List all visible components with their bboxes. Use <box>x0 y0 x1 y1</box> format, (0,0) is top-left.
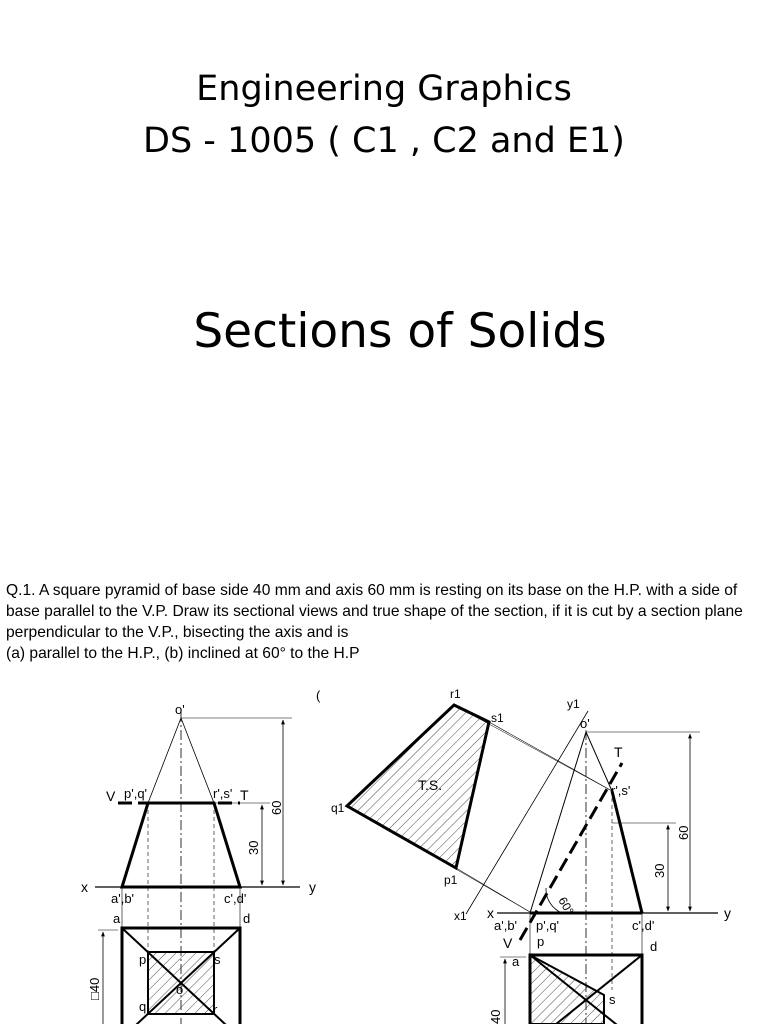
right-apex-label: o' <box>580 716 590 731</box>
right-angle-label: 60° <box>555 894 577 918</box>
left-y-label: y <box>309 879 316 895</box>
question-intro: Q.1. A square pyramid of base side 40 mm and axis 60 mm is resting on its base on the H.P. with a side of base parallel to the V.P. Draw its sectional views and true shape of the section, if it is cut by a section plane perpendicular to the V.P., bisecting the axis and is <box>6 582 743 641</box>
label-y1: y1 <box>567 697 580 711</box>
right-plan-d: d <box>650 939 658 954</box>
label-x1: x1 <box>454 909 467 923</box>
right-dim-40: 40 <box>488 1009 503 1024</box>
stray-mark: ( <box>316 688 321 703</box>
left-rs-label: r',s' <box>213 786 233 801</box>
label-q1: q1 <box>331 801 345 815</box>
right-figure <box>316 687 731 1024</box>
question-parts: (a) parallel to the H.P., (b) inclined at 60° to the H.P <box>6 645 360 662</box>
right-plan-a: a <box>512 954 520 969</box>
left-base-right-label: c',d' <box>224 891 247 906</box>
right-t-label: T <box>614 744 623 760</box>
title-line-1: Engineering Graphics <box>196 69 572 109</box>
right-y-label: y <box>724 905 731 921</box>
right-plan-s: s <box>609 992 616 1007</box>
question-text <box>6 580 766 664</box>
left-t-label: T <box>240 787 249 803</box>
left-v-label: V <box>106 788 116 804</box>
ts-label: T.S. <box>418 777 443 793</box>
left-plan-p: p <box>139 952 147 967</box>
right-plan-p: p <box>537 934 545 949</box>
left-dim-60: 60 <box>269 800 284 815</box>
right-v-label: V <box>503 935 513 951</box>
right-plan-section <box>530 955 604 1024</box>
left-plan-q: q <box>139 999 147 1014</box>
left-figure <box>81 702 316 1024</box>
label-p1: p1 <box>444 873 458 887</box>
left-x-label: x <box>81 879 88 895</box>
left-apex-label: o' <box>175 702 185 717</box>
label-s1: s1 <box>491 711 504 725</box>
right-dim-60: 60 <box>676 825 691 840</box>
section-drawing <box>0 670 768 1024</box>
left-plan-r: r <box>213 1002 218 1017</box>
right-x-label: x <box>487 905 494 921</box>
left-pq-label: p',q' <box>124 786 148 801</box>
left-plan-d: d <box>243 911 251 926</box>
left-plan-o: o <box>176 982 184 997</box>
left-plan-a: a <box>113 911 121 926</box>
label-r1: r1 <box>450 687 461 701</box>
left-base-left-label: a',b' <box>111 891 135 906</box>
right-rs-label: r',s' <box>611 783 631 798</box>
left-dim-40: □40 <box>87 977 102 1000</box>
right-dim-30: 30 <box>652 863 667 878</box>
title-line-2: DS - 1005 ( C1 , C2 and E1) <box>143 121 625 161</box>
right-base-right-label: c',d' <box>632 918 655 933</box>
right-pq-label: p',q' <box>536 918 560 933</box>
right-base-left-label: a',b' <box>494 918 518 933</box>
slide-heading: Sections of Solids <box>193 304 607 359</box>
left-dim-30: 30 <box>246 840 261 855</box>
left-plan-s: s <box>214 952 221 967</box>
